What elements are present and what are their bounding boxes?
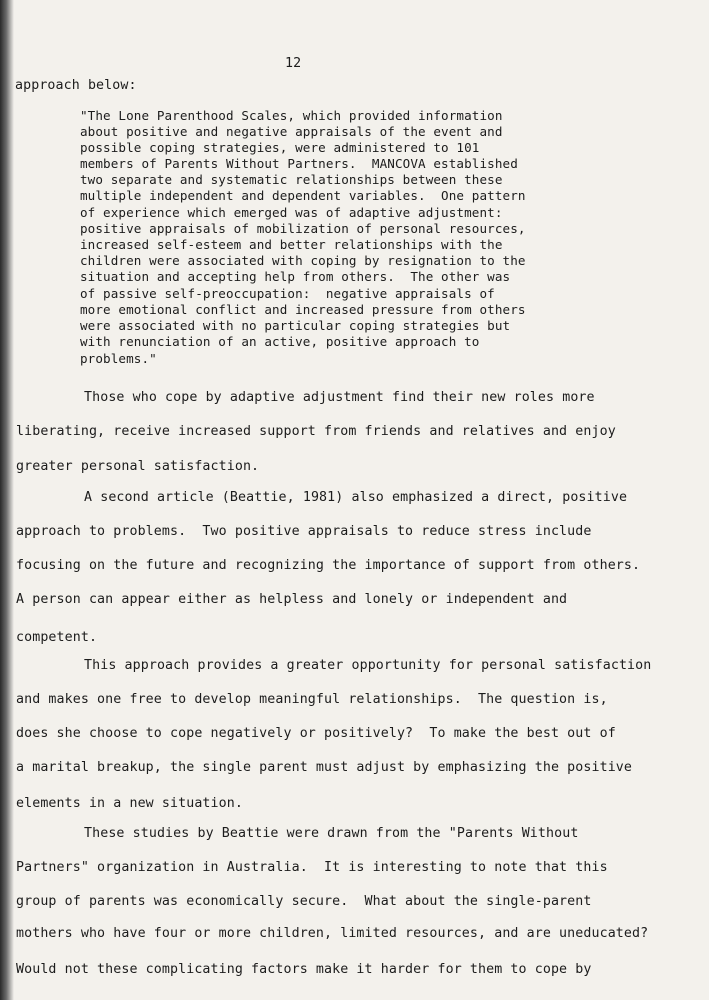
body-line: focusing on the future and recognizing the importance of support from others. [16, 558, 641, 573]
quote-line: increased self-esteem and better relationships with the [80, 237, 503, 252]
body-line: Would not these complicating factors make it harder for them to cope by [16, 962, 592, 977]
quote-line: possible coping strategies, were administered to 101 [80, 140, 480, 155]
body-line: Partners" organization in Australia. It is interesting to note that this [16, 860, 608, 875]
body-line: competent. [16, 630, 98, 645]
quote-line: were associated with no particular coping strategies but [80, 318, 511, 333]
body-line: Those who cope by adaptive adjustment find their new roles more [84, 390, 595, 405]
body-line: and makes one free to develop meaningful relationships. The question is, [16, 692, 608, 707]
body-line: mothers who have four or more children, limited resources, and are uneducated? [16, 926, 649, 941]
body-line: These studies by Beattie were drawn from the "Parents Without [84, 826, 579, 841]
quote-line: members of Parents Without Partners. MANCOVA established [80, 156, 518, 171]
binding-shadow [0, 0, 14, 1000]
body-line: liberating, receive increased support from friends and relatives and enjoy [16, 424, 616, 439]
page-number: 12 [285, 56, 302, 71]
quote-line: multiple independent and dependent variables. One pattern [80, 188, 526, 203]
body-line: group of parents was economically secure. What about the single-parent [16, 894, 592, 909]
quote-line: situation and accepting help from others. The other was [80, 269, 511, 284]
quote-line: children were associated with coping by resignation to the [80, 253, 526, 268]
body-line: does she choose to cope negatively or positively? To make the best out of [16, 726, 616, 741]
body-line: This approach provides a greater opportunity for personal satisfaction [84, 658, 652, 673]
intro-line: approach below: [15, 78, 137, 93]
quote-line: problems." [80, 351, 157, 366]
quote-line: with renunciation of an active, positive approach to [80, 334, 480, 349]
body-line: a marital breakup, the single parent must adjust by emphasizing the positive [16, 760, 633, 775]
quote-line: more emotional conflict and increased pressure from others [80, 302, 526, 317]
body-line: elements in a new situation. [16, 796, 243, 811]
quote-line: of experience which emerged was of adaptive adjustment: [80, 205, 503, 220]
body-line: A second article (Beattie, 1981) also emphasized a direct, positive [84, 490, 628, 505]
body-line: greater personal satisfaction. [16, 459, 260, 474]
quote-line: two separate and systematic relationships between these [80, 172, 503, 187]
quote-line: "The Lone Parenthood Scales, which provided information [80, 108, 503, 123]
quote-line: about positive and negative appraisals of the event and [80, 124, 503, 139]
body-line: A person can appear either as helpless and lonely or independent and [16, 592, 568, 607]
quote-line: positive appraisals of mobilization of personal resources, [80, 221, 526, 236]
body-line: approach to problems. Two positive appraisals to reduce stress include [16, 524, 592, 539]
quote-line: of passive self-preoccupation: negative appraisals of [80, 286, 495, 301]
